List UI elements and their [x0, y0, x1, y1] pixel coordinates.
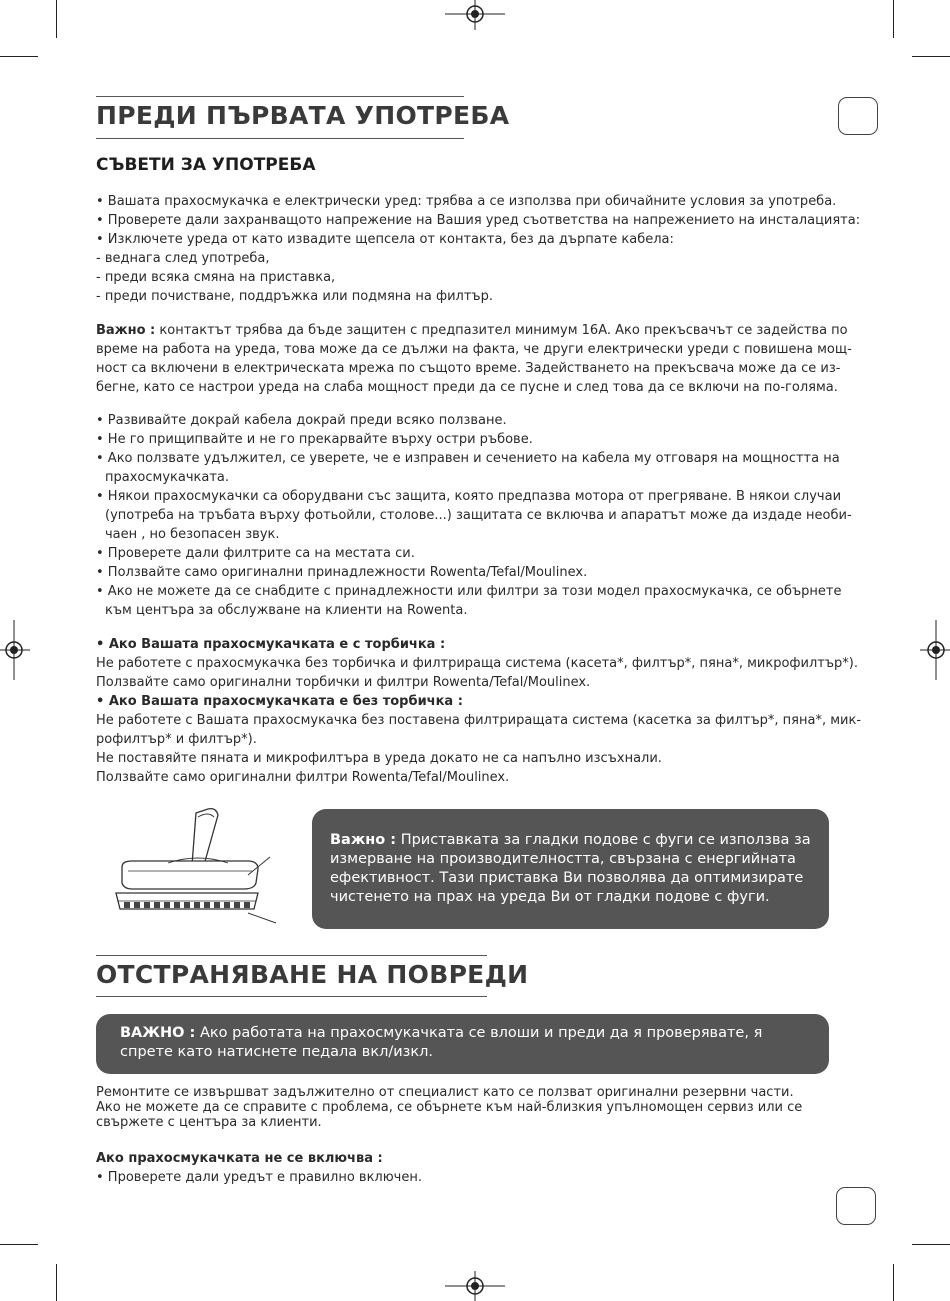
bullet-line: • Развивайте докрай кабела докрай преди всяко ползване.: [96, 413, 507, 428]
section-rule: [96, 955, 487, 956]
registration-mark-bottom-icon: [445, 1271, 505, 1301]
important-label: Важно :: [96, 323, 156, 338]
tip-line: - преди всяка смяна на приставка,: [96, 270, 336, 285]
warning-label: ВАЖНО :: [120, 1025, 196, 1041]
warning-line: [120, 1024, 762, 1043]
paragraph-line: ност са включени в електрическата мрежа по същото време. Задействането на прекъсвача може да се из-: [96, 361, 841, 376]
bag-line: Не работете с прахосмукачка без торбичка и филтрираща система (касета*, филтър*, пяна*, микрофилтър*).: [96, 656, 858, 671]
tip-line: • Изключете уреда от като извадите щепсела от контакта, без да дърпате кабела:: [96, 232, 674, 247]
callout-line: чистенето на прах на уреда Ви от гладки подове с фуги.: [330, 889, 770, 905]
crop-mark: [912, 56, 950, 57]
callout-label: Важно :: [330, 832, 397, 848]
tip-line: - веднага след употреба,: [96, 251, 270, 266]
bullet-line: • Ако ползвате удължител, се уверете, че е изправен и сечението на кабела му отговаря на мощността на: [96, 451, 840, 466]
bag-line: Ползвайте само оригинални торбички и филтри Rowenta/Tefal/Moulinex.: [96, 675, 591, 690]
crop-mark: [0, 56, 38, 57]
callout-line: [330, 831, 811, 850]
important-text: контактът трябва да бъде защитен с предпазител минимум 16A. Ако прекъсвачът се задейства по: [155, 323, 848, 338]
paragraph-line: бегне, като се настрои уреда на слаба мощност преди да се пусне и след това да се включи на по-голяма.: [96, 380, 838, 395]
subsection-title-usage-tips: СЪВЕТИ ЗА УПОТРЕБА: [96, 155, 316, 175]
crop-mark: [893, 1264, 894, 1301]
crop-mark: [56, 1264, 57, 1301]
bullet-line: • Ако не можете да се снабдите с принадлежности или филтри за този модел прахосмукачка, се обърнете: [96, 584, 842, 599]
tip-line: • Вашата прахосмукачка е електрически уред: трябва а се използва при обичайните условия за употреба.: [96, 194, 837, 209]
bullet-line: • Някои прахосмукачки са оборудвани със защита, която предпазва мотора от прегряване. В някои случаи: [96, 489, 842, 504]
bullet-line: • Проверете дали филтрите са на местата си.: [96, 546, 415, 561]
language-tab-bottom: [836, 1187, 876, 1225]
crop-mark: [56, 0, 57, 38]
section-title-troubleshooting: ОТСТРАНЯВАНЕ НА ПОВРЕДИ: [96, 960, 529, 989]
paragraph-line: време на работа на уреда, това може да се дължи на факта, че други електрически уреди с повишена мощ-: [96, 342, 852, 357]
troubleshooting-warning-box: [96, 1014, 829, 1074]
registration-mark-left-icon: [0, 620, 30, 680]
bagless-line: Не поставяйте пяната и микрофилтъра в уреда докато не са напълно изсъхнали.: [96, 751, 662, 766]
bagless-line: Не работете с Вашата прахосмукачка без поставена филтриращата система (касетка за филтър*, пяна*, мик-: [96, 713, 862, 728]
no-start-heading: Ако прахосмукачката не се включва :: [96, 1151, 383, 1166]
warning-text: Ако работата на прахосмукачката се влоши и преди да я проверявате, я: [195, 1025, 763, 1041]
bagless-heading: • Ако Вашата прахосмукачката е без торбичка :: [96, 694, 463, 709]
repair-line: свържете с центъра за клиенти.: [96, 1115, 322, 1130]
repair-line: Ако не можете да се справите с проблема, се обърнете към най-близкия упълномощен сервиз или се: [96, 1100, 803, 1115]
callout-line: измерване на производителността, свързана с енергийната: [330, 851, 796, 867]
bag-heading: • Ако Вашата прахосмукачката е с торбичка :: [96, 637, 446, 652]
floor-nozzle-illustration: [108, 805, 283, 935]
section-rule: [96, 138, 464, 139]
important-nozzle-callout: [312, 809, 829, 929]
crop-mark: [912, 1244, 950, 1245]
tip-line: • Проверете дали захранващото напрежение на Вашия уред съответства на напрежението на инсталацията:: [96, 213, 861, 228]
bagless-line: Ползвайте само оригинални филтри Rowenta/Tefal/Moulinex.: [96, 770, 510, 785]
tip-line: - преди почистване, поддръжка или подмяна на филтър.: [96, 289, 493, 304]
paragraph-line: [96, 321, 848, 340]
bagless-line: рофилтър* и филтър*).: [96, 732, 257, 747]
section-rule: [96, 996, 487, 997]
callout-text: Приставката за гладки подове с фуги се използва за: [396, 832, 811, 848]
bullet-line: (употреба на тръбата върху фотьойли, столове...) защитата се включва и апаратът може да издаде необи-: [105, 508, 852, 523]
warning-line: спрете като натиснете педала вкл/изкл.: [120, 1044, 434, 1060]
section-rule: [96, 96, 464, 97]
registration-mark-right-icon: [920, 620, 950, 680]
repair-line: Ремонтите се извършват задължително от специалист като се ползват оригинални резервни части.: [96, 1085, 794, 1100]
bullet-line: прахосмукачката.: [105, 470, 230, 485]
bullet-line: към центъра за обслужване на клиенти на Rowenta.: [105, 603, 468, 618]
section-title-before-first-use: ПРЕДИ ПЪРВАТА УПОТРЕБА: [96, 101, 510, 130]
bullet-line: чаен , но безопасен звук.: [105, 527, 280, 542]
callout-line: ефективност. Тази приставка Ви позволява да оптимизирате: [330, 870, 804, 886]
language-tab-top: [838, 97, 878, 135]
crop-mark: [893, 0, 894, 38]
bullet-line: • Ползвайте само оригинални принадлежности Rowenta/Tefal/Moulinex.: [96, 565, 588, 580]
crop-mark: [0, 1244, 38, 1245]
registration-mark-top-icon: [445, 0, 505, 30]
bullet-line: • Не го прищипвайте и не го прекарвайте върху остри ръбове.: [96, 432, 533, 447]
no-start-item: • Проверете дали уредът е правилно включен.: [96, 1170, 422, 1185]
